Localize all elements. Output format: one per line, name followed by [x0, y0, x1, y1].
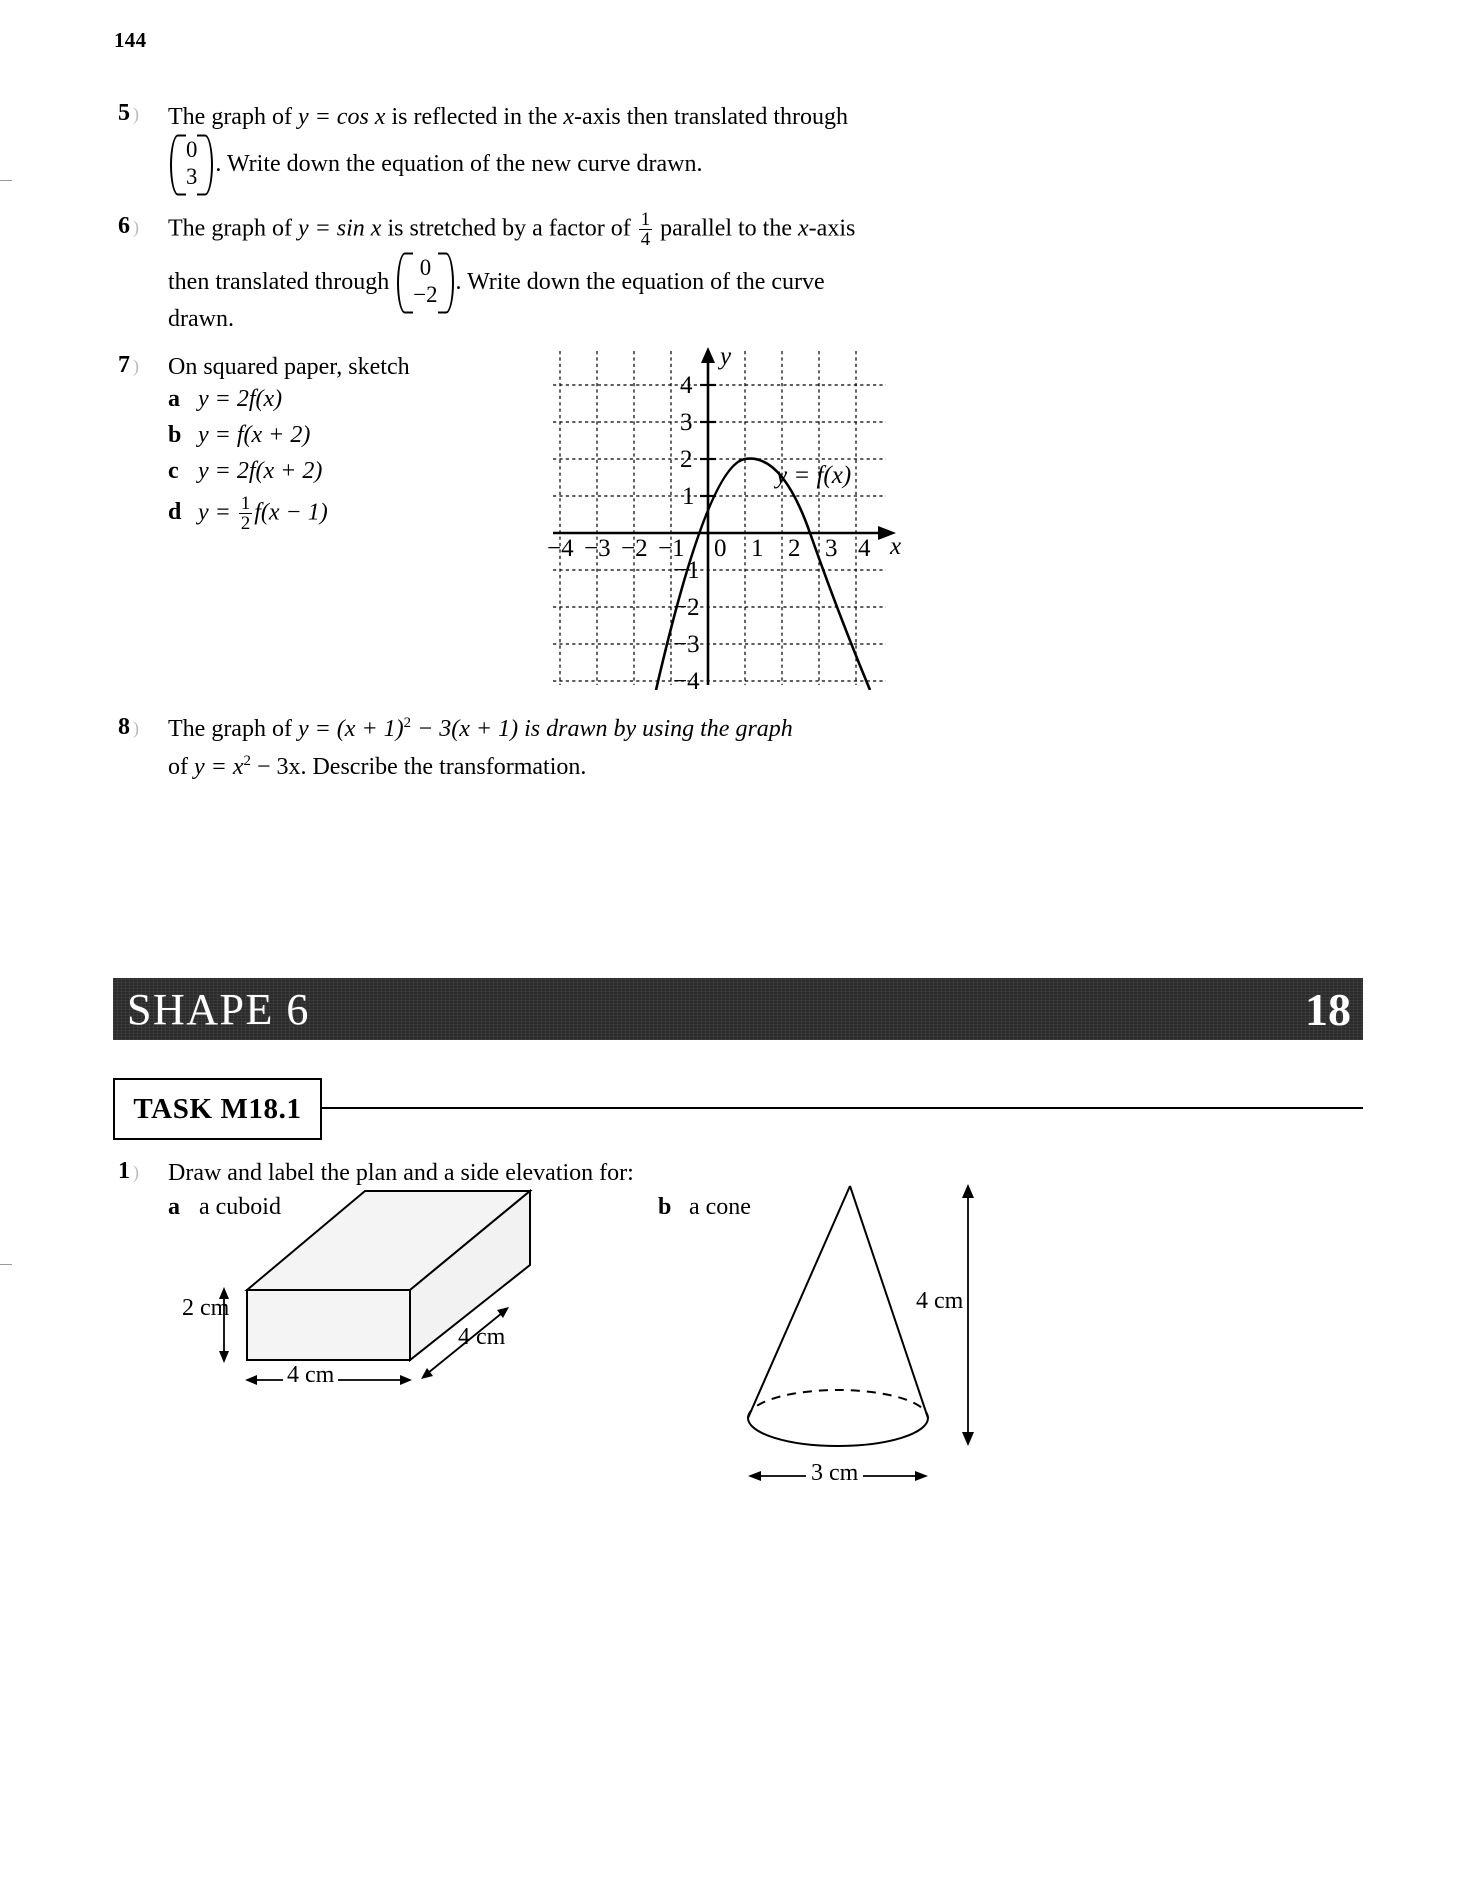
x-tick-label-3: 3	[825, 535, 838, 562]
y-tick-label-neg2: −2	[673, 594, 700, 621]
banner-title: SHAPE 6	[127, 984, 310, 1034]
q6-text-c: parallel to the	[654, 215, 799, 242]
cuboid-diagram	[182, 1180, 610, 1400]
vector-bottom-value: −2	[413, 281, 438, 307]
x-tick-label-0: 0	[714, 535, 727, 562]
subpart-d-post: f(x − 1)	[254, 499, 328, 526]
question-7-subparts	[168, 386, 328, 538]
subpart-d-pre: y =	[198, 499, 237, 526]
cuboid-width-label: 4 cm	[283, 1362, 338, 1389]
x-tick-label-neg4: −4	[547, 535, 574, 562]
q5-var-x: x	[563, 104, 575, 130]
q5-text-b: is reflected in the	[385, 104, 564, 130]
task-rule	[300, 1107, 1363, 1109]
task-part-a-text: a cuboid	[199, 1194, 281, 1220]
subpart-a	[168, 386, 328, 422]
cone-diameter-arrow-right	[915, 1471, 928, 1481]
column-vector-q5	[170, 137, 213, 194]
cone-svg	[720, 1178, 1020, 1498]
fraction-numerator: 1	[240, 493, 251, 514]
y-tick-label-4: 4	[680, 372, 693, 399]
cone-diagram	[720, 1178, 1020, 1498]
task-label-box	[113, 1078, 322, 1140]
q8-expr-1: y = (x + 1)	[297, 716, 404, 742]
question-5-line2	[168, 137, 928, 194]
q6-text-line2a: then translated through	[168, 269, 390, 295]
q6-var-x: x	[798, 215, 809, 242]
question-5-body	[168, 100, 928, 134]
fraction-numerator: 1	[640, 209, 651, 230]
vector-bracket-left	[170, 135, 186, 196]
x-tick-label-neg3: −3	[584, 535, 611, 562]
q5-text-line2: . Write down the equation of the new curve drawn.	[215, 151, 703, 177]
question-number-6	[118, 213, 139, 240]
q8-text-c: of	[168, 754, 194, 780]
y-tick-label-1: 1	[682, 483, 695, 510]
task-label: TASK M18.1	[133, 1092, 302, 1125]
question-number-7	[118, 352, 139, 379]
q5-dot: )	[133, 104, 139, 124]
q8-power-1: 2	[403, 715, 412, 731]
q8-dot: )	[133, 718, 139, 738]
q8-expr-2: y = x	[194, 754, 244, 780]
vector-values	[186, 137, 197, 191]
x-axis-label: x	[890, 533, 902, 560]
task-part-b-label: b	[658, 1194, 672, 1220]
subpart-b-text: y = f(x + 2)	[198, 422, 311, 448]
question-number-8	[118, 714, 139, 741]
curve-label: y = f(x)	[776, 462, 852, 489]
task-part-a-label: a	[168, 1194, 180, 1220]
q5-num: 5	[118, 100, 130, 126]
vector-bottom-value: 3	[186, 163, 198, 189]
cone-base-back	[748, 1390, 928, 1418]
vector-bracket-right	[438, 253, 454, 314]
cone-diameter-label: 3 cm	[806, 1460, 863, 1487]
q8-text-d: − 3x. Describe the transformation.	[250, 754, 587, 780]
subpart-d	[168, 494, 328, 538]
q6-num: 6	[118, 213, 130, 239]
fraction-denominator: 2	[240, 513, 251, 535]
y-tick-label-3: 3	[680, 409, 693, 436]
function-graph	[547, 343, 908, 695]
vector-bracket-left	[397, 253, 413, 314]
graph-svg	[548, 345, 908, 690]
x-tick-label-neg2: −2	[621, 535, 648, 562]
margin-tick	[0, 180, 12, 181]
x-tick-label-4: 4	[858, 535, 871, 562]
task-q1-dot: )	[133, 1162, 139, 1182]
margin-tick	[0, 1264, 12, 1265]
task-question-1-text: Draw and label the plan and a side elevation for:	[168, 1160, 634, 1186]
subpart-d-label: d	[168, 499, 182, 526]
section-banner	[113, 978, 1363, 1040]
q8-power-2: 2	[243, 753, 251, 769]
cone-height-arrow-up	[962, 1184, 974, 1198]
task-question-number-1	[118, 1158, 139, 1185]
subpart-a-label: a	[168, 386, 180, 412]
column-vector-q6	[397, 255, 453, 312]
subpart-a-text: y = 2f(x)	[198, 386, 283, 412]
cuboid-width-arrow-right	[400, 1375, 412, 1385]
question-6-body	[168, 210, 928, 249]
y-tick-label-neg3: −3	[673, 631, 700, 658]
task-part-b-text: a cone	[689, 1194, 751, 1220]
subpart-c-label: c	[168, 458, 179, 484]
banner-number: 18	[1305, 983, 1351, 1035]
q7-dot: )	[133, 356, 139, 376]
x-tick-label-1: 1	[751, 535, 764, 562]
x-tick-label-neg1: −1	[658, 535, 685, 562]
y-tick-label-2: 2	[680, 446, 693, 473]
y-tick-label-neg4: −4	[673, 668, 700, 695]
question-6-line3: drawn.	[168, 306, 234, 332]
vector-bracket-right	[197, 135, 213, 196]
cuboid-height-label: 2 cm	[182, 1295, 230, 1321]
q6-dot: )	[133, 217, 139, 237]
y-axis-label: y	[720, 343, 732, 370]
q6-equation: y = sin x	[297, 215, 382, 242]
q5-text-c: -axis then translated through	[574, 104, 848, 130]
cuboid-depth-label: 4 cm	[458, 1324, 506, 1350]
y-axis-arrow	[701, 347, 715, 363]
task-q1-num: 1	[118, 1158, 130, 1184]
subpart-b-label: b	[168, 422, 182, 448]
q6-text-a: The graph of	[168, 215, 298, 242]
grid-lines	[553, 351, 886, 685]
q6-text-line2b: . Write down the equation of the curve	[455, 269, 825, 295]
q7-num: 7	[118, 352, 130, 378]
vector-top-value: 0	[186, 137, 198, 162]
question-6-line2	[168, 255, 958, 312]
subpart-c	[168, 458, 328, 494]
cone-height-arrow-down	[962, 1432, 974, 1446]
question-8-line2	[168, 750, 586, 784]
subpart-c-text: y = 2f(x + 2)	[198, 458, 323, 484]
question-7-prompt: On squared paper, sketch	[168, 354, 410, 380]
cuboid-front-face	[247, 1290, 410, 1360]
q6-text-b: is stretched by a factor of	[381, 215, 637, 242]
cone-height-label: 4 cm	[916, 1288, 964, 1314]
cone-left-edge	[748, 1186, 850, 1418]
q5-text-a: The graph of	[168, 104, 298, 130]
subpart-b	[168, 422, 328, 458]
cuboid-width-arrow-left	[245, 1375, 257, 1385]
page-number: 144	[114, 28, 147, 52]
y-tick-label-neg1: −1	[673, 557, 700, 584]
q8-num: 8	[118, 714, 130, 740]
cone-diameter-arrow-left	[748, 1471, 761, 1481]
cuboid-svg	[190, 1180, 610, 1400]
fraction-denominator: 4	[640, 229, 651, 251]
question-number-5	[118, 100, 139, 127]
q5-equation: y = cos x	[297, 104, 386, 130]
cone-base-front	[748, 1418, 928, 1446]
x-tick-label-2: 2	[788, 535, 801, 562]
q8-text-b: − 3(x + 1) is drawn by using the graph	[411, 716, 793, 742]
cuboid-height-arrow-down	[219, 1351, 229, 1363]
fraction-one-quarter	[639, 210, 652, 249]
question-8-line1	[168, 712, 793, 746]
q8-text-a: The graph of	[168, 716, 298, 742]
fraction-one-half	[239, 494, 252, 533]
vector-top-value: 0	[419, 255, 432, 280]
vector-values	[413, 255, 437, 309]
q6-text-d: -axis	[808, 215, 856, 242]
